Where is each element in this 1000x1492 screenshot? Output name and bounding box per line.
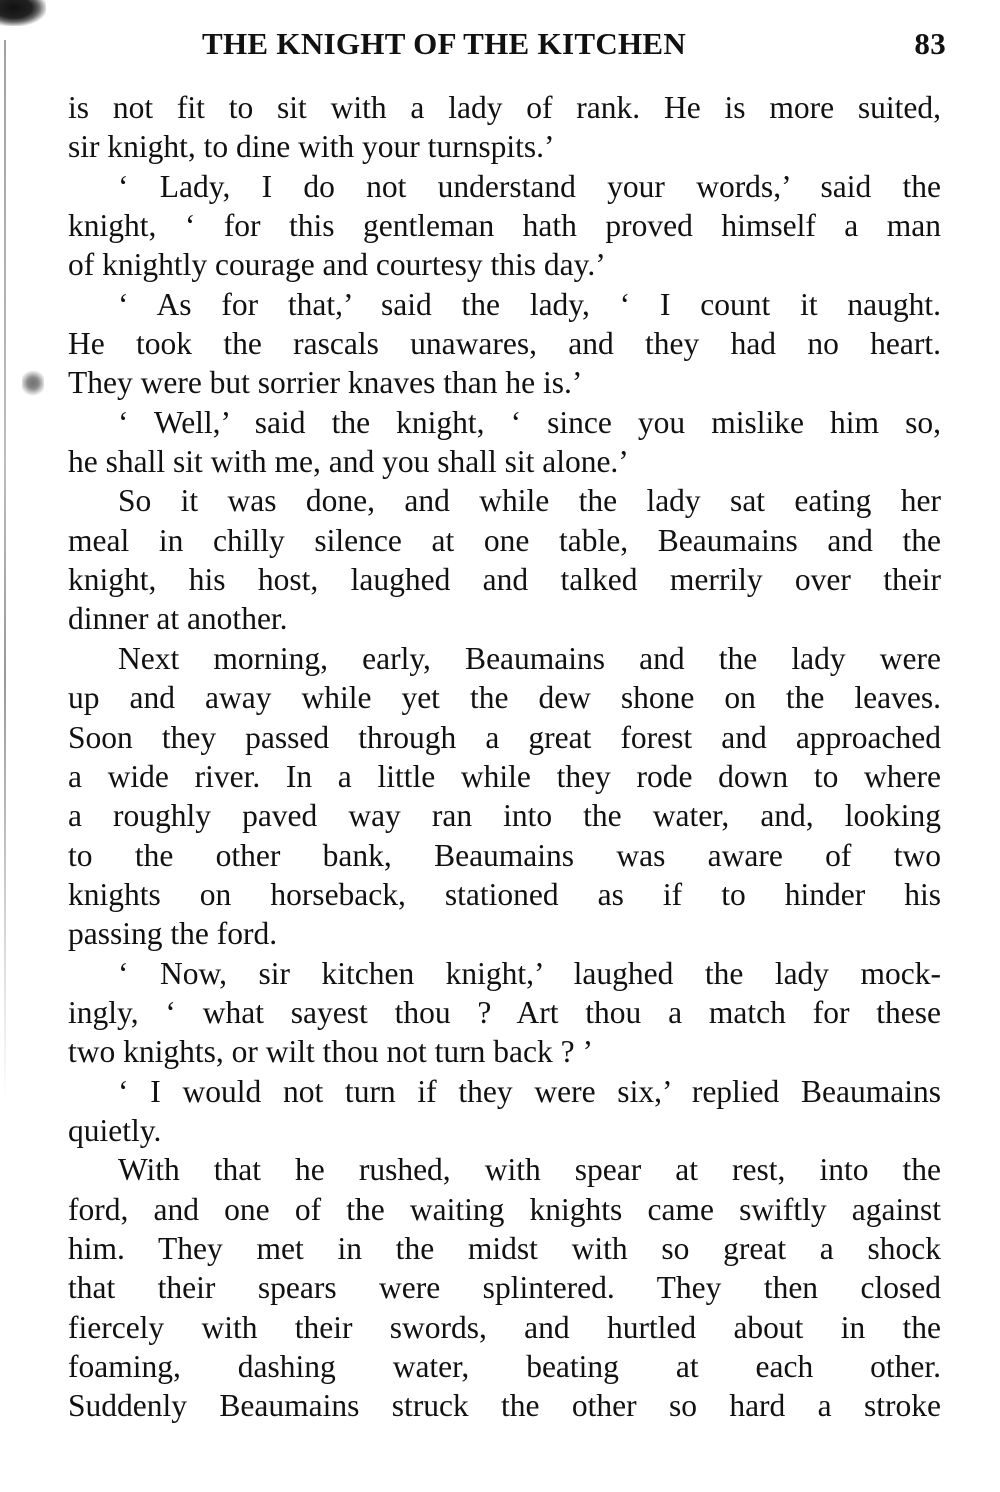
- text-line: fiercely with their swords, and hurtled about in the: [68, 1309, 941, 1345]
- text-line: he shall sit with me, and you shall sit alone.’: [68, 444, 629, 480]
- text-line: a roughly paved way ran into the water, and, looking: [68, 798, 941, 834]
- text-line: With that he rushed, with spear at rest, into the: [118, 1152, 941, 1188]
- body-text: [68, 88, 941, 1426]
- text-line: passing the ford.: [68, 916, 278, 952]
- text-line: Next morning, early, Beaumains and the lady were: [118, 640, 941, 676]
- text-line: ford, and one of the waiting knights came swiftly against: [68, 1191, 941, 1227]
- text-line: ‘ Well,’ said the knight, ‘ since you mislike him so,: [118, 404, 941, 440]
- text-line: knight, his host, laughed and talked merrily over their: [68, 562, 941, 598]
- text-line: ingly, ‘ what sayest thou ? Art thou a match for these: [68, 994, 941, 1030]
- text-line: meal in chilly silence at one table, Beaumains and the: [68, 522, 941, 558]
- text-line: foaming, dashing water, beating at each other.: [68, 1349, 941, 1384]
- text-line: knights on horseback, stationed as if to hinder his: [68, 876, 941, 912]
- text-line: ‘ As for that,’ said the lady, ‘ I count it naught.: [118, 286, 941, 322]
- text-line: that their spears were splintered. They then closed: [68, 1270, 941, 1306]
- text-line: quietly.: [68, 1112, 162, 1148]
- text-line: to the other bank, Beaumains was aware of two: [68, 837, 941, 873]
- text-line: ‘ Now, sir kitchen knight,’ laughed the lady mock-: [118, 955, 941, 991]
- text-line: So it was done, and while the lady sat eating her: [118, 483, 941, 519]
- text-line: two knights, or wilt thou not turn back ? ’: [68, 1034, 593, 1070]
- text-line: is not fit to sit with a lady of rank. He is more suited,: [68, 90, 941, 125]
- text-line: Soon they passed through a great forest and approached: [68, 719, 941, 755]
- text-line: He took the rascals unawares, and they had no heart.: [68, 326, 941, 362]
- running-head: [202, 26, 950, 76]
- text-line: ‘ Lady, I do not understand your words,’ said the: [118, 168, 941, 204]
- text-line: a wide river. In a little while they rode down to where: [68, 758, 941, 794]
- running-title: THE KNIGHT OF THE KITCHEN: [202, 26, 687, 61]
- text-line: him. They met in the midst with so great a shock: [68, 1230, 941, 1266]
- text-line: up and away while yet the dew shone on the leaves.: [68, 680, 941, 716]
- text-line: knight, ‘ for this gentleman hath proved himself a man: [68, 208, 941, 244]
- text-line: They were but sorrier knaves than he is.’: [68, 365, 583, 401]
- page-number: 83: [914, 26, 946, 61]
- scan-speck: [22, 368, 44, 398]
- text-line: Suddenly Beaumains struck the other so hard a stroke: [68, 1388, 941, 1424]
- text-line: sir knight, to dine with your turnspits.’: [68, 129, 555, 165]
- gutter-shadow: [4, 40, 6, 1100]
- text-line: dinner at another.: [68, 601, 288, 637]
- text-line: of knightly courage and courtesy this day.’: [68, 247, 606, 283]
- scan-smudge: [0, 0, 46, 26]
- text-line: ‘ I would not turn if they were six,’ replied Beaumains: [118, 1073, 941, 1109]
